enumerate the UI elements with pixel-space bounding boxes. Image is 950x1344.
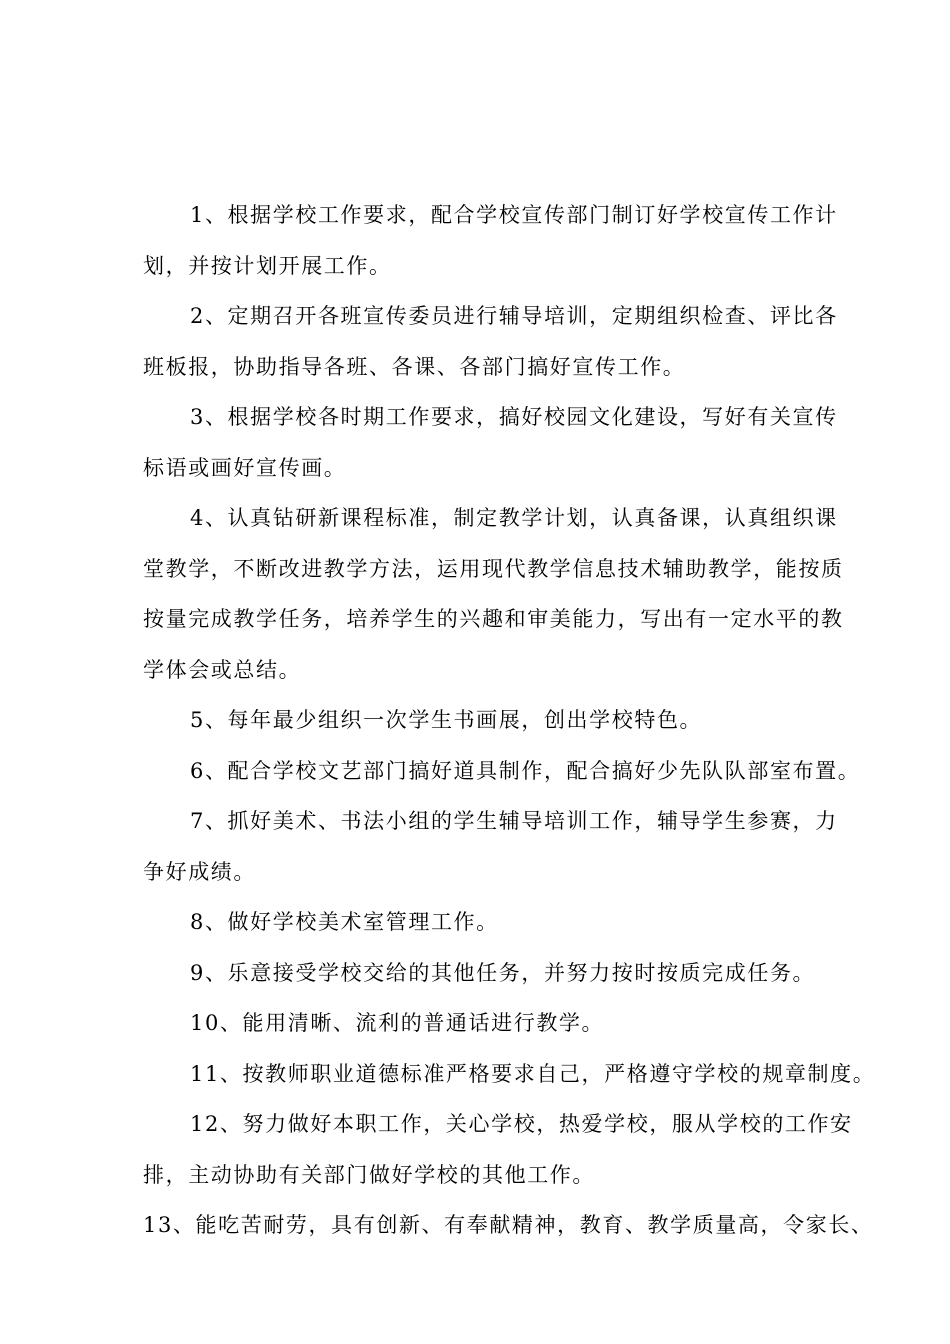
paragraph-line: 9、乐意接受学校交给的其他任务，并努力按时按质完成任务。 bbox=[190, 960, 816, 985]
paragraph-line: 12、努力做好本职工作，关心学校，热爱学校，服从学校的工作安 bbox=[190, 1112, 853, 1136]
paragraph-13 bbox=[143, 1200, 874, 1251]
paragraph-line: 13、能吃苦耐劳，具有创新、有奉献精神，教育、教学质量高，令家长、 bbox=[143, 1213, 874, 1237]
paragraph-3 bbox=[143, 392, 855, 493]
paragraph-line: 5、每年最少组织一次学生书画展，创出学校特色。 bbox=[190, 708, 703, 732]
paragraph-line: 排，主动协助有关部门做好学校的其他工作。 bbox=[143, 1162, 595, 1187]
paragraph-line: 标语或画好宣传画。 bbox=[143, 455, 347, 480]
paragraph-line: 划，并按计划开展工作。 bbox=[143, 253, 392, 278]
paragraph-6 bbox=[143, 746, 861, 797]
paragraph-2 bbox=[143, 291, 855, 392]
paragraph-line: 班板报，协助指导各班、各课、各部门搞好宣传工作。 bbox=[143, 354, 686, 379]
paragraph-line: 学体会或总结。 bbox=[143, 657, 302, 682]
paragraph-7 bbox=[143, 796, 855, 897]
paragraph-line: 4、认真钻研新课程标准，制定教学计划，认真备课，认真组织课 bbox=[190, 506, 838, 530]
paragraph-12 bbox=[143, 1099, 855, 1200]
paragraph-line: 7、抓好美术、书法小组的学生辅导培训工作，辅导学生参赛，力 bbox=[190, 809, 838, 833]
paragraph-line: 6、配合学校文艺部门搞好道具制作，配合搞好少先队队部室布置。 bbox=[190, 758, 861, 783]
paragraph-line: 3、根据学校各时期工作要求，搞好校园文化建设，写好有关宣传 bbox=[190, 405, 838, 429]
paragraph-9 bbox=[143, 948, 855, 999]
paragraph-4 bbox=[143, 493, 855, 695]
paragraph-line: 2、定期召开各班宣传委员进行辅导培训，定期组织检查、评比各 bbox=[190, 304, 838, 328]
paragraph-line: 1、根据学校工作要求，配合学校宣传部门制订好学校宣传工作计 bbox=[190, 203, 838, 227]
document-body bbox=[143, 190, 876, 1251]
paragraph-line: 8、做好学校美术室管理工作。 bbox=[190, 910, 499, 934]
paragraph-line: 按量完成教学任务，培养学生的兴趣和审美能力，写出有一定水平的教 bbox=[143, 607, 844, 631]
paragraph-line: 10、能用清晰、流利的普通话进行教学。 bbox=[190, 1011, 605, 1035]
paragraph-5 bbox=[143, 695, 855, 746]
paragraph-11 bbox=[143, 1049, 876, 1100]
paragraph-line: 11、按教师职业道德标准严格要求自己，严格遵守学校的规章制度。 bbox=[190, 1061, 876, 1086]
paragraph-10 bbox=[143, 998, 855, 1049]
paragraph-8 bbox=[143, 897, 855, 948]
paragraph-1 bbox=[143, 190, 855, 291]
paragraph-line: 堂教学，不断改进教学方法，运用现代教学信息技术辅助教学，能按质 bbox=[143, 556, 844, 581]
paragraph-line: 争好成绩。 bbox=[143, 859, 256, 884]
